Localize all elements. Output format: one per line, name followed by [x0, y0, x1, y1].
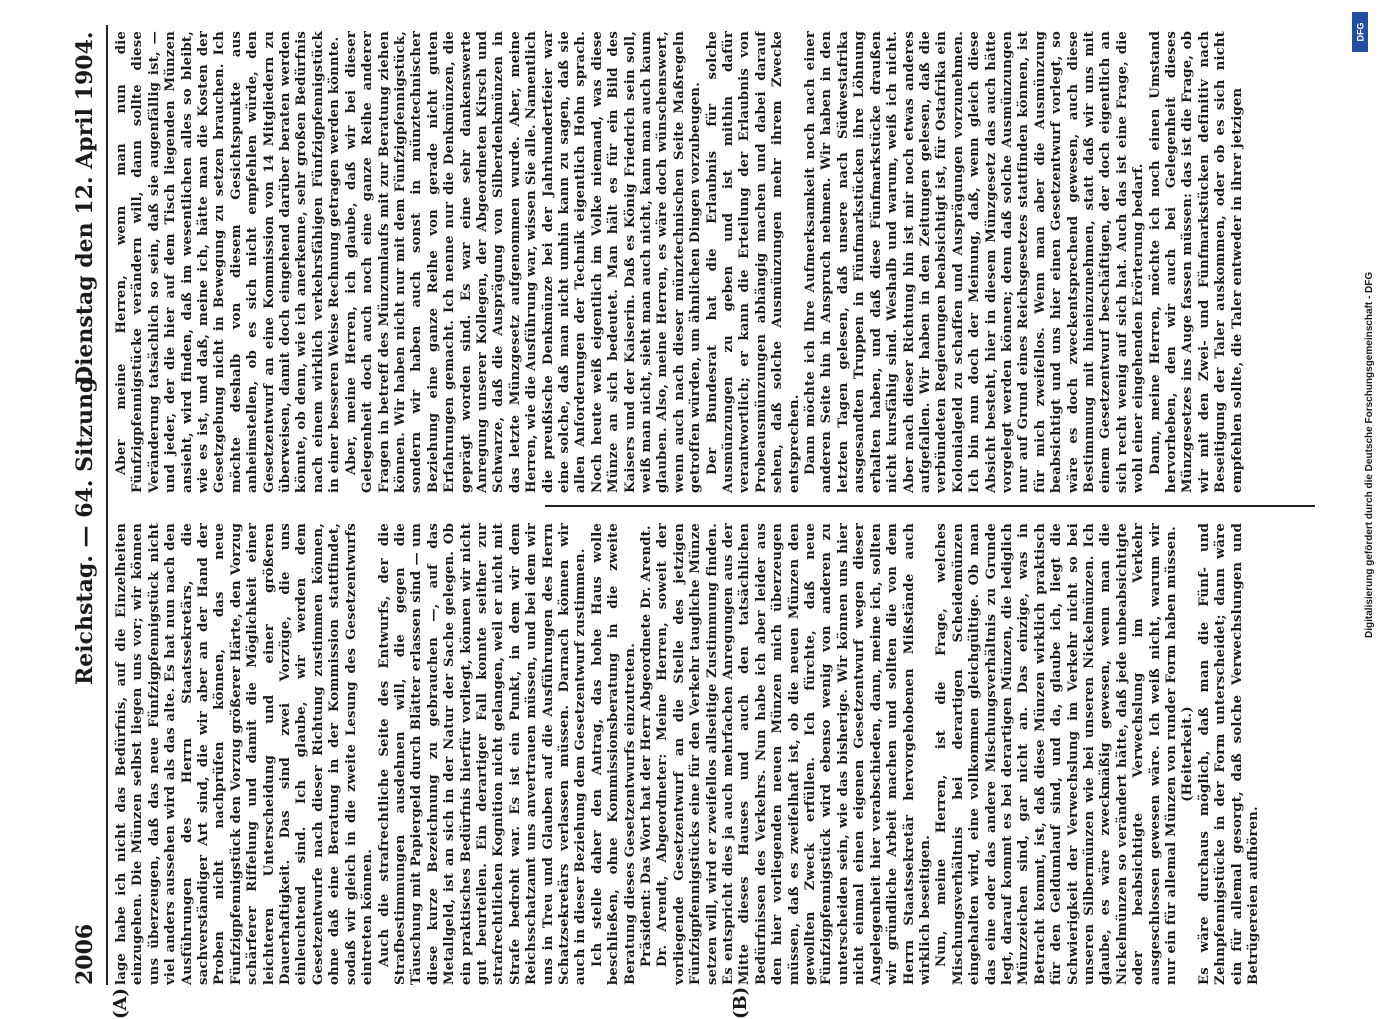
page-header — [68, 25, 104, 985]
paragraph: Ich stelle daher den Antrag, das hohe Haus wolle beschließen, ohne Kommissionsberatung in die zweite Beratung dieses Gesetzentwurfs einzutreten. — [589, 523, 638, 985]
session-title: Reichstag. — 64. Sitzung. — [72, 369, 98, 685]
paragraph: Auch die strafrechtliche Seite des Entwurfs, der die Strafbestimmungen ausdehnen will, die gegen die Täuschung mit Papiergeld durch Blätter erlassen sind — um diese kurze Bezeichnung zu gebrauchen —, auf das Metallgeld, ist an sich in der Natur der Sache gelegen. Ob ein praktisches Bedürfnis hierfür vorliegt, können wir nicht gut beurteilen. Ein derartiger Fall konnte seither zur strafrechtlichen Kognition nicht gelangen, weil er nicht mit Strafe bedroht war. Es ist ein Punkt, in dem wir dem Reichsschatzamt uns anvertrauen müssen, und bei dem wir uns in Treu und Glauben auf die Ausführungen des Herrn Schatzsekretärs verlassen müssen. Darnach können wir auch in dieser Beziehung dem Gesetzentwurf zustimmen. — [376, 523, 589, 985]
paragraph: Aber meine Herren, wenn man nun die Fünfzigpfennigstücke verändern will, dann sollte diese Veränderung tatsächlich so sein, daß sie augenfällig ist, — und jeder, der die hier auf dem Tisch liegenden Münzen ansieht, wird finden, daß im wesentlichen alles so bleibt, wie es ist, und daß, meine ich, hätte man die Kosten der Gesetzgebung nicht in Bewegung zu setzen brauchen. Ich möchte deshalb von diesem Gesichtspunkte aus anheimstellen, ob es sich nicht empfehlen würde, den Gesetzentwurf an eine Kommission von 14 Mitgliedern zu überweisen, damit doch eingehend darüber beraten werden könnte, ob denn, wie ich anerkenne, sehr großen Bedürfnis nach einem wirklich verkehrsfähigen Fünfzigpfennigstück in einer besseren Weise Rechnung getragen werden könnte. — [114, 31, 343, 493]
session-date: Dienstag den 12. April 1904. — [72, 31, 98, 385]
right-column — [114, 31, 1314, 493]
page-number: 2006 — [72, 923, 98, 985]
paragraph: lage habe ich nicht das Bedürfnis, auf die Einzelheiten einzugehen. Die Münzen selbst liegen uns vor; wir können uns überzeugen, daß das neue Fünfzigpfennigstück nicht viel anders aussehen wird als das alte. Es hat nun nach den Ausführungen des Herrn Staatssekretärs, die sachverständiger Art sind, die wir aber an der Hand der Proben nicht nachprüfen können, das neue Fünfzigpfennigstück den Vorzug größerer Härte, den Vorzug schärferer Riffelung und damit die Möglichkeit einer leichteren Unterscheidung und einer größeren Dauerhaftigkeit. Das sind zwei Vorzüge, die uns einleuchtend sind. Ich glaube, wir werden dem Gesetzentwurfe nach dieser Richtung zustimmen können, ohne daß eine Beratung in der Kommission stattfindet, sodaß wir gleich in die zweite Lesung des Gesetzentwurfs eintreten können. — [114, 523, 376, 985]
dfg-logo — [1352, 12, 1368, 52]
paragraph: Nun, meine Herren, ist die Frage, welches Mischungsverhältnis bei derartigen Scheidemünzen eingehalten wird, eine vollkommen gleichgültige. Ob man das eine oder das andere Mischungsverhältnis zu Grunde legt, darauf kommt es bei derartigen Münzen, die lediglich Münzzeichen sind, gar nicht an. Das einzige, was in Betracht kommt, ist, daß diese Münzen wirklich praktisch für den Geldumlauf sind, und da, glaube ich, liegt die Schwierigkeit der Verwechslung im Verkehr nicht so bei unseren Silbermünzen wie bei unseren Nickelmünzen. Ich glaube, es wäre zweckmäßig gewesen, wenn man die Nickelmünzen so verändert hätte, daß jede unbeabsichtigte oder beabsichtigte Verwechslung im Verkehr ausgeschlossen gewesen wäre. Ich weiß nicht, warum wir nur ein für allemal Münzen von runder Form haben müssen. — [934, 523, 1179, 985]
paragraph: Dann, meine Herren, möchte ich noch einen Umstand hervorheben, den wir auch bei Gelegenheit dieses Münzgesetzes ins Auge fassen müssen: das ist die Frage, ob wir mit den Zwei- und Fünfmarkstücken definitiv nach Beseitigung der Taler auskommen, oder ob es sich nicht empfehlen sollte, die Taler entweder in ihrer jetzigen — [1147, 31, 1245, 493]
dfg-logo-text: DFG — [1355, 22, 1365, 42]
interjection: (Heiterkeit.) — [1180, 706, 1196, 802]
paragraph: Aber, meine Herren, ich glaube, daß wir bei dieser Gelegenheit doch auch noch eine ganze Reihe anderer Fragen in betreff des Münzumlaufs mit zur Beratung ziehen können. Wir haben nicht nur mit dem Fünfzigpfennigstück, sondern wir haben auch sonst in münztechnischer Beziehung eine ganze Reihe von gerade nicht guten Erfahrungen gemacht. Ich nenne nur die Denkmünzen, die geprägt worden sind. Es war eine sehr dankenswerte Anregung unserer Kollegen, der Abgeordneten Kirsch und Schwarze, daß die Ausprägung von Silberdenkmünzen in das letzte Münzgesetz aufgenommen wurde. Aber, meine Herren, wie die Ausführung war, wissen Sie alle. Namentlich die preußische Denkmünze bei der Jahrhundertfeier war eine solche, daß man nicht umhin kann zu sagen, daß sie allen Anforderungen der Technik eigentlich Hohn sprach. Noch heute weiß eigentlich im Volke niemand, was diese Münze an sich bedeutet. Man hält es für ein Bild des Kaisers und der Kaiserin. Daß es König Friedrich sein soll, weiß man nicht, sieht man auch nicht, kann man auch kaum glauben. Also, meine Herren, es wäre doch wünschenswert, wenn auch nach dieser münztechnischen Seite Maßregeln getroffen würden, um ähnlichen Dingen vorzubeugen. — [343, 31, 704, 493]
document-page — [40, 25, 1350, 1019]
paragraph: Dann möchte ich Ihre Aufmerksamkeit noch nach einer anderen Seite hin in Anspruch nehmen. Wir haben in den letzten Tagen gelesen, daß unsere nach Südwestafrika ausgesandten Truppen in Fünfmarkstücken ihre Löhnung erhalten haben, und daß diese Fünfmarkstücke draußen nicht kursfähig sind. Weshalb und warum, weiß ich nicht. Aber nach dieser Richtung hin ist mir noch etwas anderes aufgefallen. Wir haben in den Zeitungen gelesen, daß die verbündeten Regierungen beabsichtigt ist, für Ostafrika ein Kolonialgeld zu schaffen und Ausprägungen vorzunehmen. Ich bin nun doch der Meinung, daß, wenn gleich diese Absicht besteht, hier in diesem Münzgesetz das auch hätte vorgelegt werden können; denn daß solche Ausmünzungen nur auf Grund eines Reichsgesetzes stattfinden können, ist für mich zweifellos. Wenn man aber die Ausmünzung beabsichtigt und uns hier einen Gesetzentwurf vorlegt, so wäre es doch zweckentsprechend gewesen, auch diese Bestimmung mit hineinzunehmen, statt daß wir uns mit einem Gesetzentwurf beschäftigen, der doch eigentlich an sich recht wenig auf sich hat. Auch das ist eine Frage, die wohl einer eingehenden Erörterung bedarf. — [803, 31, 1147, 493]
paragraph: Der Bundesrat hat die Erlaubnis für solche Ausmünzungen zu geben und ist mithin dafür verantwortlich; er kann die Erteilung der Erlaubnis von Probeausmünzungen abhängig machen und dabei darauf sehen, daß solche Ausmünzungen mehr ihrem Zwecke entsprechen. — [704, 31, 802, 493]
header-rule — [106, 25, 108, 985]
column-divider — [545, 505, 1315, 507]
digitization-credit — [1340, 8, 1380, 998]
margin-mark-b: (B) — [730, 986, 751, 1019]
margin-mark-a: (A) — [110, 988, 131, 1019]
left-column — [114, 523, 1314, 985]
paragraph: Dr. Arendt, Abgeordneter: Meine Herren, soweit der vorliegende Gesetzentwurf an die Stelle des jetzigen Fünfzigpfennigstücks eine für den Verkehr taugliche Münze setzen will, wird er zweifellos allseitige Zustimmung finden. Es entspricht dies ja auch mehrfachen Anregungen aus der Mitte dieses Hauses und auch den tatsächlichen Bedürfnissen des Verkehrs. Nun habe ich aber leider aus den hier vorliegenden neuen Münzen mich überzeugen müssen, daß es zweifelhaft ist, ob die neuen Münzen den gewollten Zweck erfüllen. Ich fürchte, daß neue Fünfzigpfennigstück wird ebenso wenig von anderen zu unterscheiden sein, wie das bisherige. Wir können uns hier nicht einmal einen eigenen Gesetzentwurf wegen dieser Angelegenheit hier verabschieden, dann, meine ich, sollten wir gründliche Arbeit machen und sollten die von dem Herrn Staatssekretär hervorgehobenen Mißstände auch wirklich beseitigen. — [655, 523, 933, 985]
credit-text: Digitalisierung gefördert durch die Deutsche Forschungsgemeinschaft - DFG — [1364, 271, 1375, 638]
speaker-paragraph: Präsident: Das Wort hat der Herr Abgeordnete Dr. Arendt. — [639, 525, 654, 967]
paragraph: Es wäre durchaus möglich, daß man die Fünf- und Zehnpfennigstücke in der Form unterscheidet; dann wäre ein für allemal gesorgt, daß solche Verwechslungen und Betrügereien aufhören. — [1196, 523, 1262, 985]
